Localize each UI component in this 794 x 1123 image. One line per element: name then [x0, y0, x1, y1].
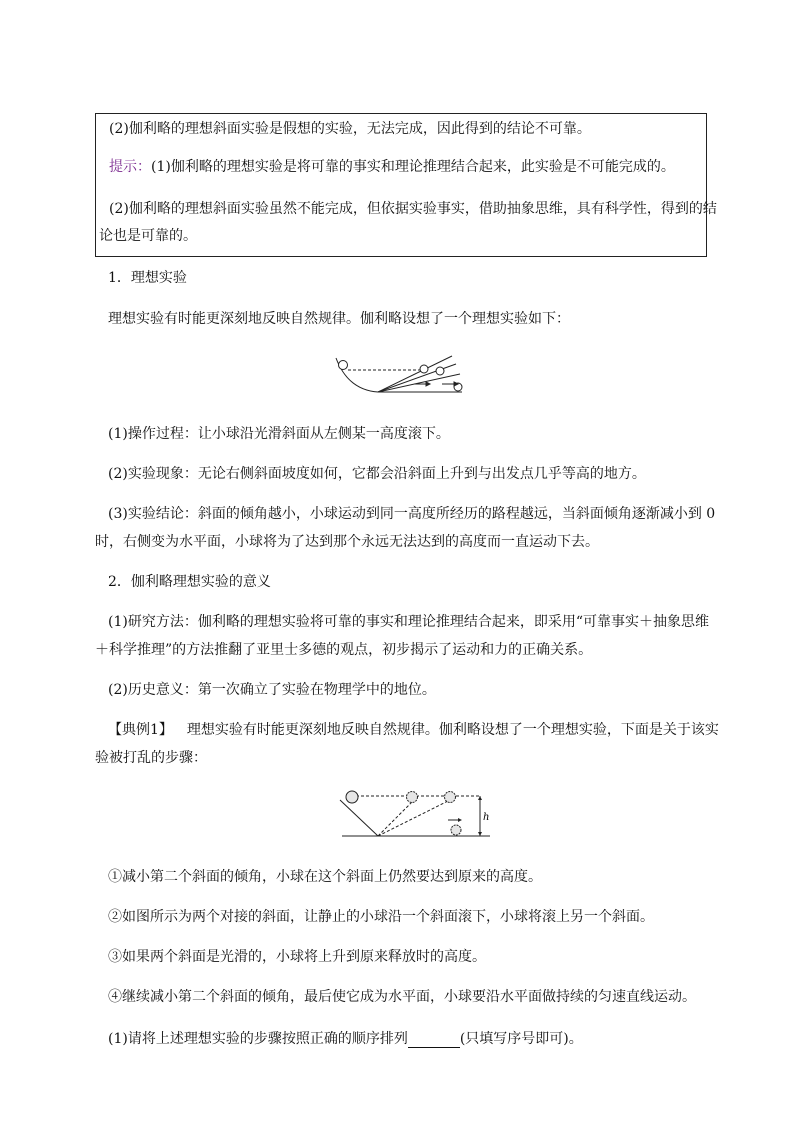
- example-label: 【典例1】: [108, 722, 173, 738]
- step-2: ②如图所示为两个对接的斜面，让静止的小球沿一个斜面滚下，小球将滚上另一个斜面。: [108, 909, 654, 925]
- ball-start: [339, 361, 348, 370]
- question-1: [108, 1028, 583, 1048]
- ball-incline-2: [436, 367, 444, 375]
- ideal-experiment-figure: [330, 350, 466, 396]
- step-3: ③如果两个斜面是光滑的，小球将上升到原来释放时的高度。: [108, 949, 486, 965]
- ball-right-1: [407, 792, 418, 803]
- hint-text-1: (1)伽利略的理想实验是将可靠的事实和理论推理结合起来，此实验是不可能完成的。: [151, 159, 675, 175]
- step-1: ①减小第二个斜面的倾角，小球在这个斜面上仍然要达到原来的高度。: [108, 869, 542, 885]
- hint-text-2-line1: (2)伽利略的理想斜面实验虽然不能完成，但依据实验事实，借助抽象思维，具有科学性，得到的结: [109, 201, 717, 217]
- history-text: (2)历史意义：第一次确立了实验在物理学中的地位。: [108, 682, 436, 698]
- question-1-suffix: (只填写序号即可)。: [459, 1031, 583, 1047]
- ball-incline-1: [420, 365, 428, 373]
- medium-incline: [378, 364, 456, 392]
- ball-right-2: [445, 792, 456, 803]
- conclusion-line1: (3)实验结论：斜面的倾角越小，小球运动到同一高度所经历的路程越远，当斜面倾角逐渐减小到 0: [108, 506, 716, 522]
- phenomenon-text: (2)实验现象：无论右侧斜面坡度如何，它都会沿斜面上升到与出发点几乎等高的地方。: [108, 466, 646, 482]
- hint-text-2-line2: 论也是可靠的。: [99, 228, 197, 244]
- method-line2: ＋科学推理”的方法推翻了亚里士多德的观点，初步揭示了运动和力的正确关系。: [95, 642, 593, 658]
- step-4: ④继续减小第二个斜面的倾角，最后使它成为水平面，小球要沿水平面做持续的匀速直线运动。: [108, 989, 696, 1005]
- left-incline: [340, 800, 378, 836]
- section2-heading: 2．伽利略理想实验的意义: [108, 574, 271, 590]
- hint-line: [109, 158, 675, 176]
- box-question-2: (2)伽利略的理想斜面实验是假想的实验，无法完成，因此得到的结论不可靠。: [109, 121, 591, 137]
- method-line1: (1)研究方法：伽利略的理想实验将可靠的事实和理论推理结合起来，即采用“可靠事实＋抽象思维: [108, 614, 709, 630]
- height-label-h: h: [483, 812, 490, 823]
- process-text: (1)操作过程：让小球沿光滑斜面从左侧某一高度滚下。: [108, 426, 450, 442]
- example-line2: 验被打乱的步骤：: [95, 750, 207, 766]
- conclusion-line2: 时，右侧变为水平面，小球将为了达到那个永远无法达到的高度而一直运动下去。: [95, 534, 599, 550]
- two-inclines-figure: [338, 786, 494, 842]
- question-1-prefix: (1)请将上述理想实验的步骤按照正确的顺序排列: [108, 1031, 408, 1047]
- section1-intro: 理想实验有时能更深刻地反映自然规律。伽利略设想了一个理想实验如下：: [108, 311, 570, 327]
- hint-label: 提示：: [109, 159, 151, 175]
- shallow-incline: [378, 374, 460, 392]
- answer-blank[interactable]: [408, 1033, 460, 1048]
- example-line1: [108, 719, 719, 739]
- ball-left: [346, 791, 358, 803]
- section1-heading: 1．理想实验: [108, 270, 187, 286]
- ball-horizontal: [451, 825, 461, 835]
- steep-right-incline: [378, 798, 416, 836]
- example-text-1: 理想实验有时能更深刻地反映自然规律。伽利略设想了一个理想实验，下面是关于该实: [186, 722, 719, 738]
- discussion-box: [95, 113, 717, 257]
- shallow-right-incline: [378, 800, 450, 836]
